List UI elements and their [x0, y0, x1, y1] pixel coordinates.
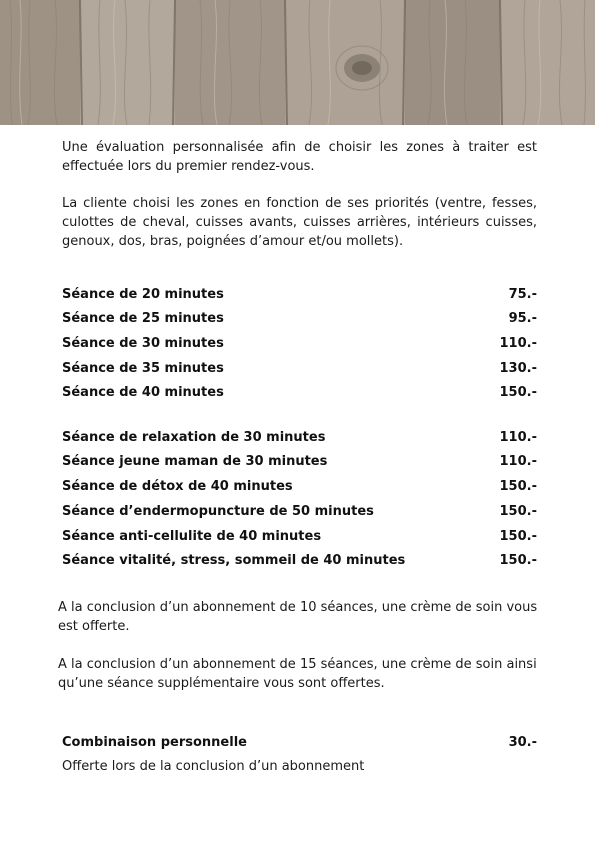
session-price: 130.-: [499, 360, 537, 376]
price-row: [62, 501, 537, 521]
session-label: Séance de 35 minutes: [62, 360, 224, 376]
special-label: Séance anti-cellulite de 40 minutes: [62, 528, 322, 544]
special-label: Séance jeune maman de 30 minutes: [62, 453, 328, 469]
subscription-10-paragraph: A la conclusion d’un abonnement de 10 séances, une crème de soin vous est offerte.: [58, 600, 538, 634]
special-price: 110.-: [499, 429, 537, 445]
price-row-combination: [62, 732, 537, 752]
session-label: Séance de 20 minutes: [62, 286, 224, 302]
price-row: [62, 308, 537, 328]
combination-label: Combinaison personnelle: [62, 734, 247, 750]
session-price: 110.-: [499, 335, 537, 351]
intro-paragraph-evaluation: Une évaluation personnalisée afin de choisir les zones à traiter est effectuée lors du premier rendez-vous.: [62, 140, 537, 174]
intro-paragraph-zones: La cliente choisi les zones en fonction de ses priorités (ventre, fesses, culottes de cheval, cuisses avants, cuisses arrières, intérieurs cuisses, genoux, dos, bras, poignées d’amour et/ou mollets).: [62, 196, 537, 249]
subscription-15-paragraph: A la conclusion d’un abonnement de 15 séances, une crème de soin ainsi qu’une séance supplémentaire vous sont offertes.: [58, 657, 537, 691]
price-row: [62, 358, 537, 378]
special-label: Séance d’endermopuncture de 50 minutes: [62, 503, 374, 519]
session-price: 95.-: [508, 310, 537, 326]
special-label: Séance de relaxation de 30 minutes: [62, 429, 326, 445]
combination-note: Offerte lors de la conclusion d’un abonnement: [62, 759, 365, 774]
price-row: [62, 382, 537, 402]
price-row: [62, 550, 537, 570]
price-row: [62, 333, 537, 353]
session-price: 75.-: [508, 286, 537, 302]
special-price: 110.-: [499, 453, 537, 469]
session-label: Séance de 25 minutes: [62, 310, 224, 326]
special-price: 150.-: [499, 503, 537, 519]
combination-price: 30.-: [508, 734, 537, 750]
wood-texture-banner: [0, 0, 595, 125]
wood-texture-image: [0, 0, 595, 125]
session-label: Séance de 30 minutes: [62, 335, 224, 351]
special-price: 150.-: [499, 552, 537, 568]
price-row: [62, 427, 537, 447]
price-row: [62, 284, 537, 304]
special-label: Séance vitalité, stress, sommeil de 40 minutes: [62, 552, 406, 568]
special-price: 150.-: [499, 528, 537, 544]
session-label: Séance de 40 minutes: [62, 384, 224, 400]
price-row: [62, 476, 537, 496]
price-row: [62, 451, 537, 471]
special-label: Séance de détox de 40 minutes: [62, 478, 293, 494]
special-price: 150.-: [499, 478, 537, 494]
price-row: [62, 526, 537, 546]
session-price: 150.-: [499, 384, 537, 400]
